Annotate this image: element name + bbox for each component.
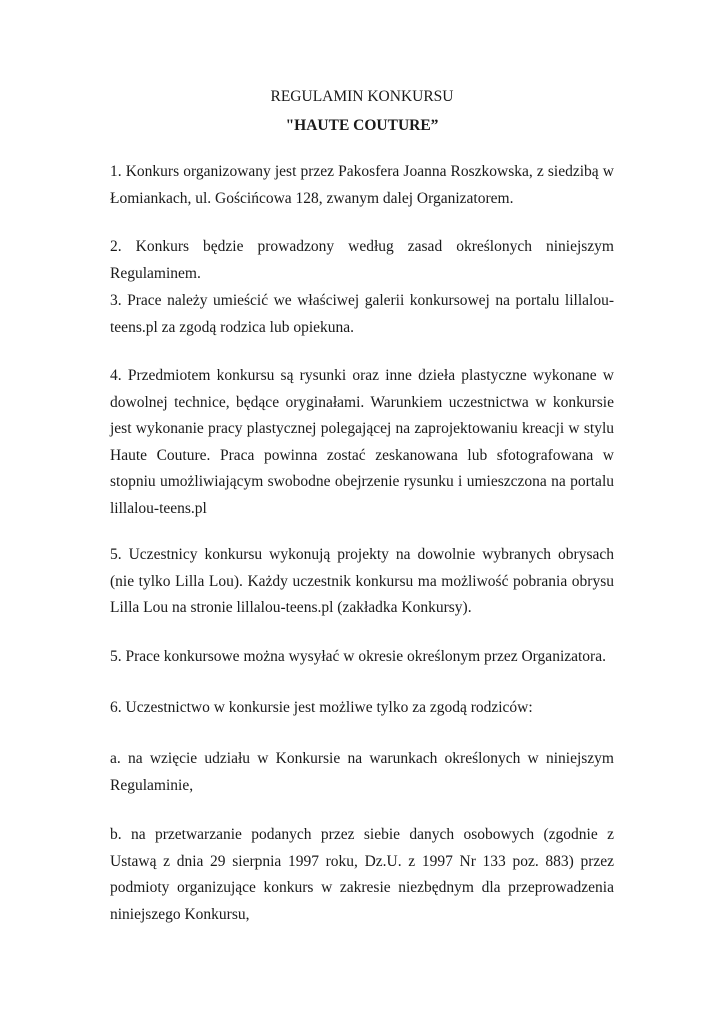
- paragraph-5: 5. Uczestnicy konkursu wykonują projekty na dowolnie wybranych obrysach (nie tylko Lilla Lou). Każdy uczestnik konkursu ma możliwość pobrania obrysu Lilla Lou na stronie lillalou-teens.pl (zakładka Konkursy).: [110, 546, 614, 616]
- paragraph-6b: b. na przetwarzanie podanych przez siebie danych osobowych (zgodnie z Ustawą z dnia 29 sierpnia 1997 roku, Dz.U. z 1997 Nr 133 poz. 883) przez podmioty organizujące konkurs w zakresie niezbędnym dla przeprowadzenia niniejszego Konkursu,: [110, 826, 614, 923]
- paragraph-4: 4. Przedmiotem konkursu są rysunki oraz inne dzieła plastyczne wykonane w dowolnej technice, będące oryginałami. Warunkiem uczestnictwa w konkursie jest wykonanie pracy plastycznej polegającej na zaprojektowaniu kreacji w stylu Haute Couture. Praca powinna zostać zeskanowana lub sfotografowana w stopniu umożliwiającym swobodne obejrzenie rysunku i umieszczona na portalu lillalou-teens.pl: [110, 367, 614, 517]
- paragraph-3: 3. Prace należy umieścić we właściwej galerii konkursowej na portalu lillalou-teens.pl za zgodą rodzica lub opiekuna.: [110, 292, 614, 336]
- paragraph-1: 1. Konkurs organizowany jest przez Pakosfera Joanna Roszkowska, z siedzibą w Łomiankach, ul. Gościńcowa 128, zwanym dalej Organizatorem.: [110, 163, 614, 207]
- paragraph-6: 6. Uczestnictwo w konkursie jest możliwe tylko za zgodą rodziców:: [110, 699, 533, 716]
- paragraph-2: 2. Konkurs będzie prowadzony według zasad określonych niniejszym Regulaminem.: [110, 238, 614, 282]
- document-title: REGULAMIN KONKURSU: [270, 88, 454, 105]
- document-subtitle: "HAUTE COUTURE”: [285, 117, 439, 134]
- paragraph-6a: a. na wzięcie udziału w Konkursie na warunkach określonych w niniejszym Regulaminie,: [110, 750, 614, 794]
- paragraph-5b: 5. Prace konkursowe można wysyłać w okresie określonym przez Organizatora.: [110, 648, 606, 665]
